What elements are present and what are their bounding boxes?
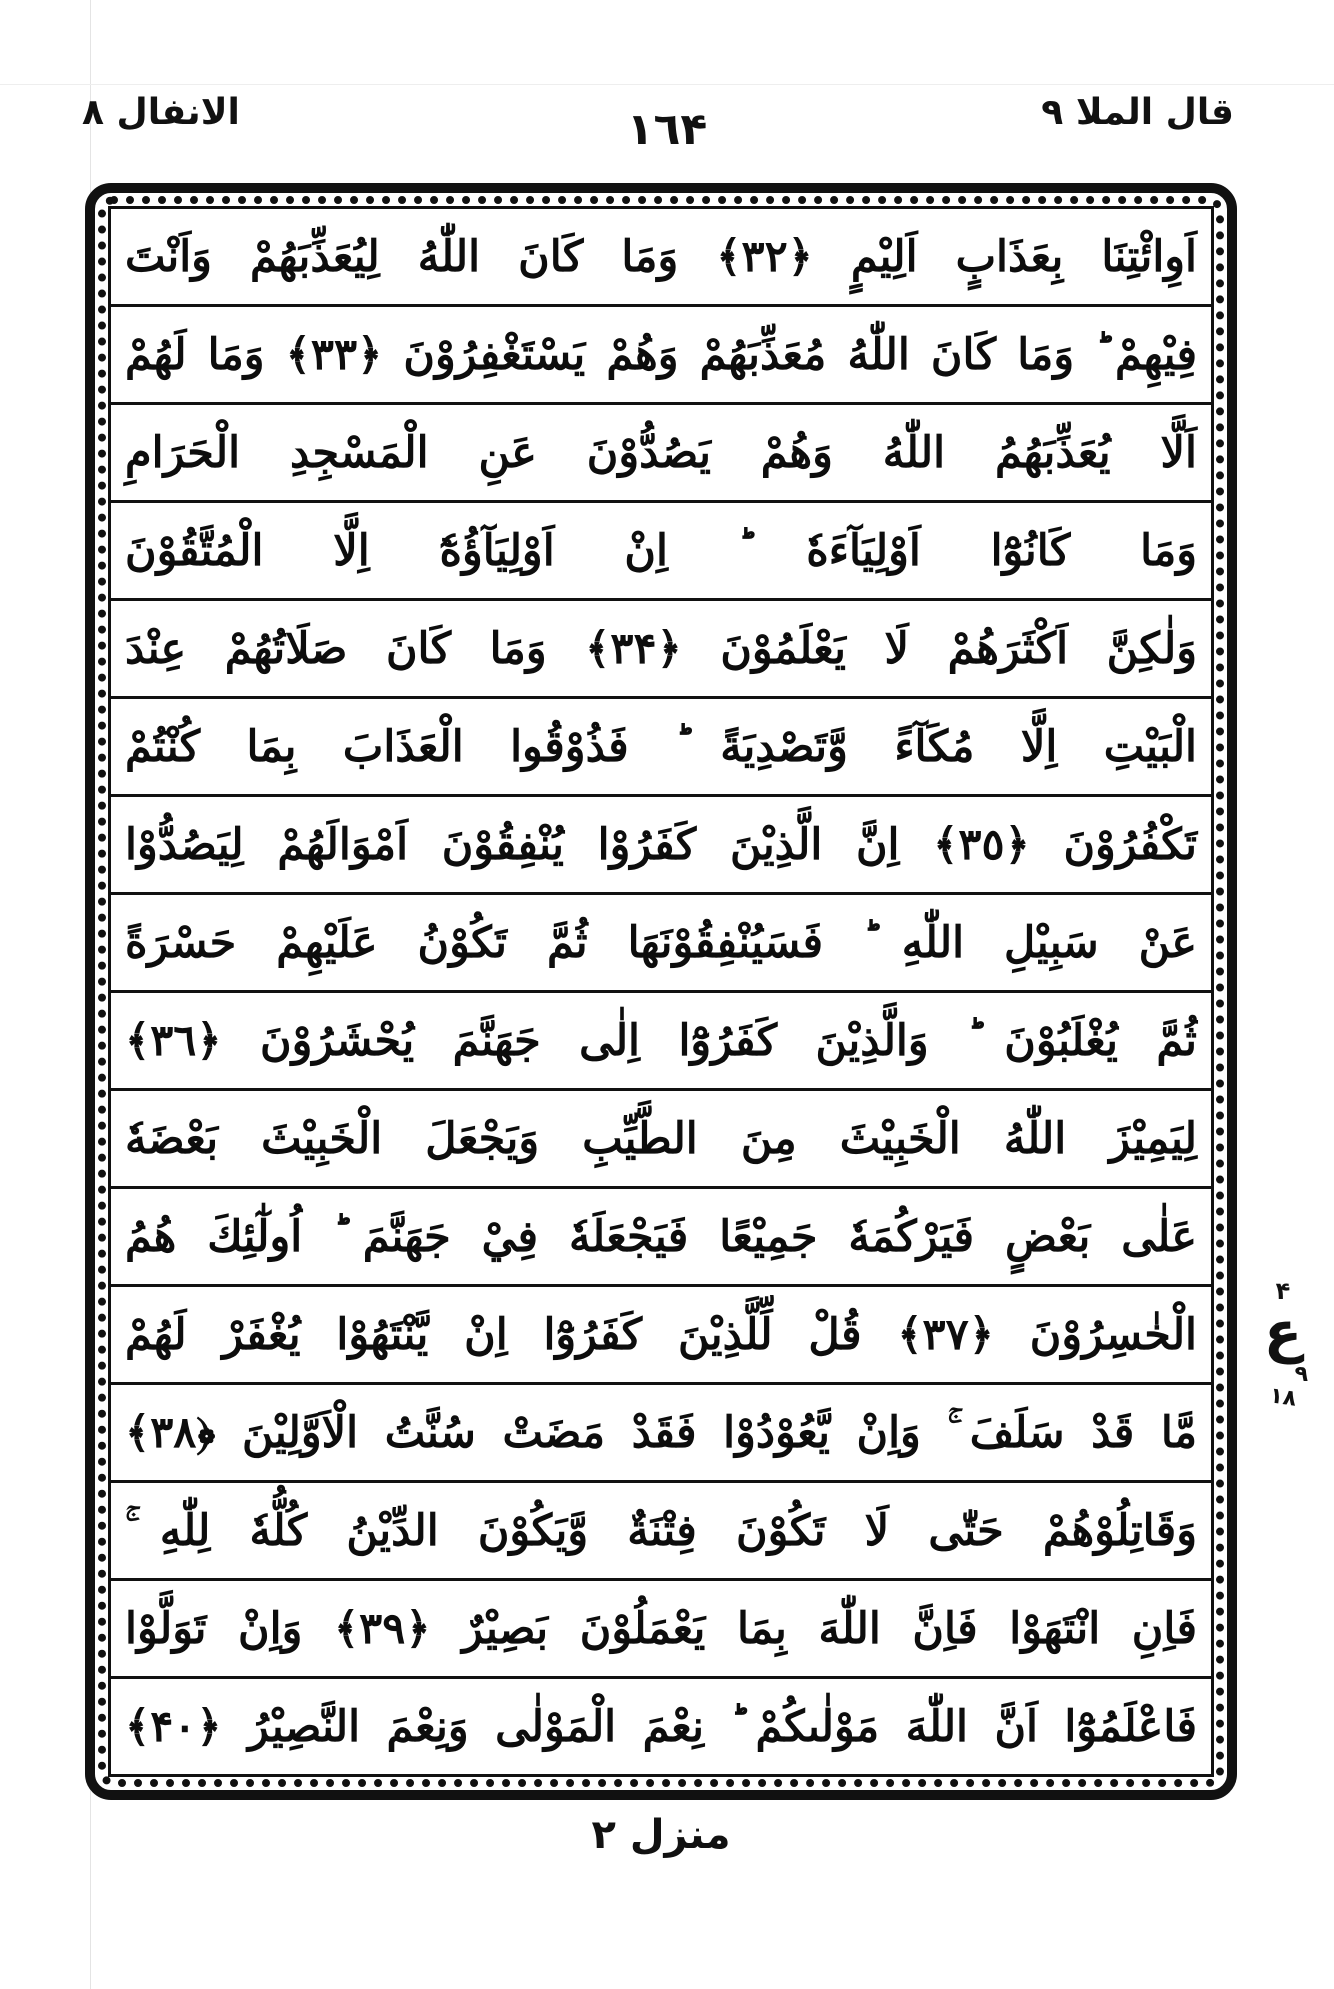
ruku-marker [1244, 1278, 1322, 1438]
quran-line-row [111, 1483, 1211, 1581]
quran-line-text: عَلٰى بَعْضٍ فَيَرْكُمَهٗ جَمِيْعًا فَيَجْعَلَهٗ فِيْ جَهَنَّمَ ؕ اُولٰٓئِكَ هُمُ [125, 1211, 1197, 1262]
quran-line-text: لِيَمِيْزَ اللّٰهُ الْخَبِيْثَ مِنَ الطَّيِّبِ وَيَجْعَلَ الْخَبِيْثَ بَعْضَهٗ [125, 1113, 1197, 1164]
quran-line-text: الْبَيْتِ اِلَّا مُكَآءً وَّتَصْدِيَةً ؕ فَذُوْقُوا الْعَذَابَ بِمَا كُنْتُمْ [125, 721, 1197, 772]
quran-text-frame [85, 183, 1237, 1800]
juz-name-label: قال الملا ٩ [1041, 92, 1234, 133]
manzil-label: منزل ۲ [591, 1812, 731, 1858]
quran-line-row [111, 895, 1211, 993]
quran-line-text: اَوِائْتِنَا بِعَذَابٍ اَلِيْمٍ ﴿٣٢﴾ وَمَا كَانَ اللّٰهُ لِيُعَذِّبَهُمْ وَاَنْتَ [125, 231, 1198, 282]
quran-line-row [111, 209, 1211, 307]
text-area [108, 206, 1214, 1777]
quran-line-row [111, 601, 1211, 699]
quran-line-text: وَقَاتِلُوْهُمْ حَتّٰى لَا تَكُوْنَ فِتْنَةٌ وَّيَكُوْنَ الدِّيْنُ كُلُّهٗ لِلّٰهِ ۚ [125, 1505, 1197, 1556]
quran-line-row [111, 1091, 1211, 1189]
ruku-number-bottom: ١٨ [1268, 1383, 1299, 1412]
quran-line-row [111, 503, 1211, 601]
quran-line-text: ثُمَّ يُغْلَبُوْنَ ؕ وَالَّذِيْنَ كَفَرُوْٓا اِلٰى جَهَنَّمَ يُحْشَرُوْنَ ﴿٣٦﴾ [125, 1015, 1197, 1066]
quran-line-text: فِيْهِمْ ؕ وَمَا كَانَ اللّٰهُ مُعَذِّبَهُمْ وَهُمْ يَسْتَغْفِرُوْنَ ﴿٣٣﴾ وَمَا لَهُمْ [125, 329, 1197, 380]
ain-ruku-icon: ع [1263, 1300, 1303, 1365]
quran-line-text: وَلٰكِنَّ اَكْثَرَهُمْ لَا يَعْلَمُوْنَ ﴿٣۴﴾ وَمَا كَانَ صَلَاتُهُمْ عِنْدَ [125, 623, 1197, 674]
quran-line-row [111, 405, 1211, 503]
quran-line-text: فَاِنِ انْتَهَوْا فَاِنَّ اللّٰهَ بِمَا يَعْمَلُوْنَ بَصِيْرٌ ﴿٣٩﴾ وَاِنْ تَوَلَّوْا [125, 1603, 1197, 1654]
quran-line-row [111, 1385, 1211, 1483]
quran-line-row [111, 1581, 1211, 1679]
beaded-border [98, 196, 1224, 1787]
quran-line-text: الْخٰسِرُوْنَ ﴿٣٧﴾ قُلْ لِّلَّذِيْنَ كَفَرُوْٓا اِنْ يَّنْتَهُوْا يُغْفَرْ لَهُمْ [125, 1309, 1198, 1360]
top-guide-line [0, 84, 1334, 85]
page-number: ١٦۴ [626, 104, 708, 155]
quran-line-row [111, 993, 1211, 1091]
quran-line-row [111, 1189, 1211, 1287]
surah-name-label: الانفال ٨ [82, 92, 240, 133]
quran-line-text: تَكْفُرُوْنَ ﴿٣٥﴾ اِنَّ الَّذِيْنَ كَفَرُوْا يُنْفِقُوْنَ اَمْوَالَهُمْ لِيَصُدُّوْا [125, 819, 1198, 870]
quran-line-text: وَمَا كَانُوْٓا اَوْلِيَآءَهٗ ؕ اِنْ اَوْلِيَآؤُهٗٓ اِلَّا الْمُتَّقُوْنَ [125, 525, 1197, 576]
quran-line-text: عَنْ سَبِيْلِ اللّٰهِ ؕ فَسَيُنْفِقُوْنَهَا ثُمَّ تَكُوْنُ عَلَيْهِمْ حَسْرَةً [125, 917, 1197, 968]
quran-line-row [111, 1679, 1211, 1774]
quran-line-text: اَلَّا يُعَذِّبَهُمُ اللّٰهُ وَهُمْ يَصُدُّوْنَ عَنِ الْمَسْجِدِ الْحَرَامِ [125, 427, 1197, 478]
ruku-ayah-count: ٩ [1294, 1362, 1308, 1387]
quran-line-row [111, 699, 1211, 797]
quran-line-text: مَّا قَدْ سَلَفَ ۚ وَاِنْ يَّعُوْدُوْا فَقَدْ مَضَتْ سُنَّتُ الْاَوَّلِيْنَ ﴿٣٨﴾ [125, 1407, 1197, 1458]
quran-line-row [111, 1287, 1211, 1385]
quran-line-row [111, 307, 1211, 405]
quran-line-row [111, 797, 1211, 895]
ruku-number-top: ۴ [1275, 1277, 1291, 1305]
quran-line-text: فَاعْلَمُوْٓا اَنَّ اللّٰهَ مَوْلٰىكُمْ ؕ نِعْمَ الْمَوْلٰى وَنِعْمَ النَّصِيْرُ ﴿۴٠﴾ [125, 1701, 1197, 1752]
